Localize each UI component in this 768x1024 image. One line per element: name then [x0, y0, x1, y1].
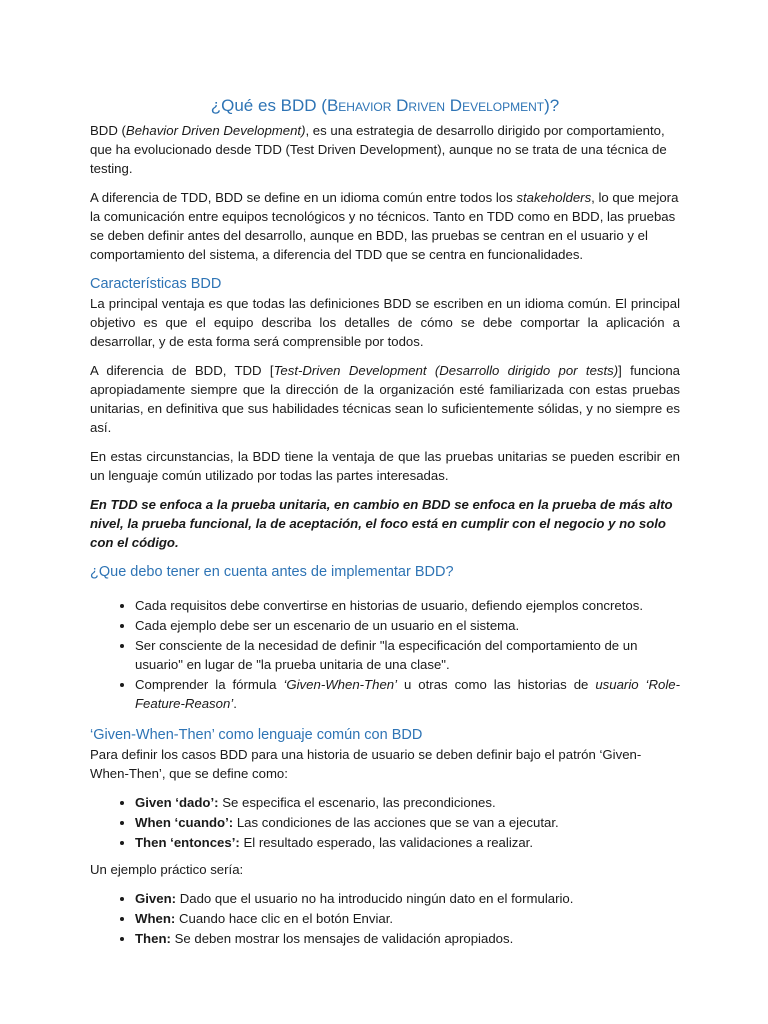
section-heading-caracteristicas: Características BDD — [90, 276, 222, 292]
caracteristicas-paragraph-2: A diferencia de BDD, TDD [Test-Driven Development (Desarrollo dirigido por tests)] funciona apropiadamente siempre que la dirección de la organización esté familiarizada con estas pruebas unitarias, en definitiva que sus habilidades técnicas sean lo suficientemente sólidas, y no siempre es así. — [90, 363, 681, 435]
gwt-definition-list — [90, 793, 680, 852]
caracteristicas-paragraph-3: En estas circunstancias, la BDD tiene la ventaja de que las pruebas unitarias se pueden escribir en un lenguaje común utilizado por todas las partes interesadas. — [90, 449, 680, 483]
gwt-example-list — [90, 889, 680, 948]
list-item: • Ser consciente de la necesidad de definir "la especificación del comportamiento de un usuario" en lugar de "la prueba unitaria de una clase". — [135, 636, 680, 674]
section-heading-implementar: ¿Que debo tener en cuenta antes de implementar BDD? — [90, 564, 454, 580]
list-item: • Given: Dado que el usuario no ha introducido ningún dato en el formulario. — [135, 889, 680, 908]
list-item: • When ‘cuando’: Las condiciones de las acciones que se van a ejecutar. — [135, 813, 680, 832]
list-item: • Then: Se deben mostrar los mensajes de validación apropiados. — [135, 929, 680, 948]
list-item: • Comprender la fórmula ‘Given-When-Then’ u otras como las historias de usuario ‘Role-Feature-Reason’. — [135, 675, 680, 713]
page-title: ¿Qué es BDD (Behavior Driven Development)? — [210, 96, 560, 115]
implementar-list — [90, 596, 680, 713]
caracteristicas-highlight-paragraph: En TDD se enfoca a la prueba unitaria, en cambio en BDD se enfoca en la prueba de más alto nivel, la prueba funcional, la de aceptación, el foco está en cumplir con el negocio y no solo con el código. — [90, 497, 673, 550]
intro-paragraph-1: BDD (Behavior Driven Development), es una estrategia de desarrollo dirigido por comportamiento, que ha evolucionado desde TDD (Test Driven Development), aunque no se trata de una técnica de testing. — [90, 123, 667, 176]
list-item: • Given ‘dado’: Se especifica el escenario, las precondiciones. — [135, 793, 680, 812]
gwt-paragraph-1: Para definir los casos BDD para una historia de usuario se deben definir bajo el patrón ‘Given-When-Then’, que se define como: — [90, 747, 642, 781]
list-item: • When: Cuando hace clic en el botón Enviar. — [135, 909, 680, 928]
list-item: • Then ‘entonces’: El resultado esperado, las validaciones a realizar. — [135, 833, 680, 852]
intro-paragraph-2: A diferencia de TDD, BDD se define en un idioma común entre todos los stakeholders, lo que mejora la comunicación entre equipos tecnológicos y no técnicos. Tanto en TDD como en BDD, las pruebas se deben definir antes del desarrollo, aunque en BDD, las pruebas se centran en el usuario y el comportamiento del sistema, a diferencia del TDD que se centra en funcionalidades. — [90, 190, 679, 262]
list-item: • Cada ejemplo debe ser un escenario de un usuario en el sistema. — [135, 616, 680, 635]
section-heading-given-when-then: ‘Given-When-Then’ como lenguaje común con BDD — [90, 727, 423, 743]
caracteristicas-paragraph-1: La principal ventaja es que todas las definiciones BDD se escriben en un idioma común. El principal objetivo es que el equipo describa los detalles de cómo se debe comportar la aplicación a desarrollar, y de esta forma será comprensible por todos. — [90, 296, 680, 349]
document-page — [90, 95, 680, 956]
list-item: • Cada requisitos debe convertirse en historias de usuario, defiendo ejemplos concretos. — [135, 596, 680, 615]
title-smallcaps: Behavior Driven Development — [326, 96, 545, 115]
gwt-paragraph-2: Un ejemplo práctico sería: — [90, 862, 244, 877]
